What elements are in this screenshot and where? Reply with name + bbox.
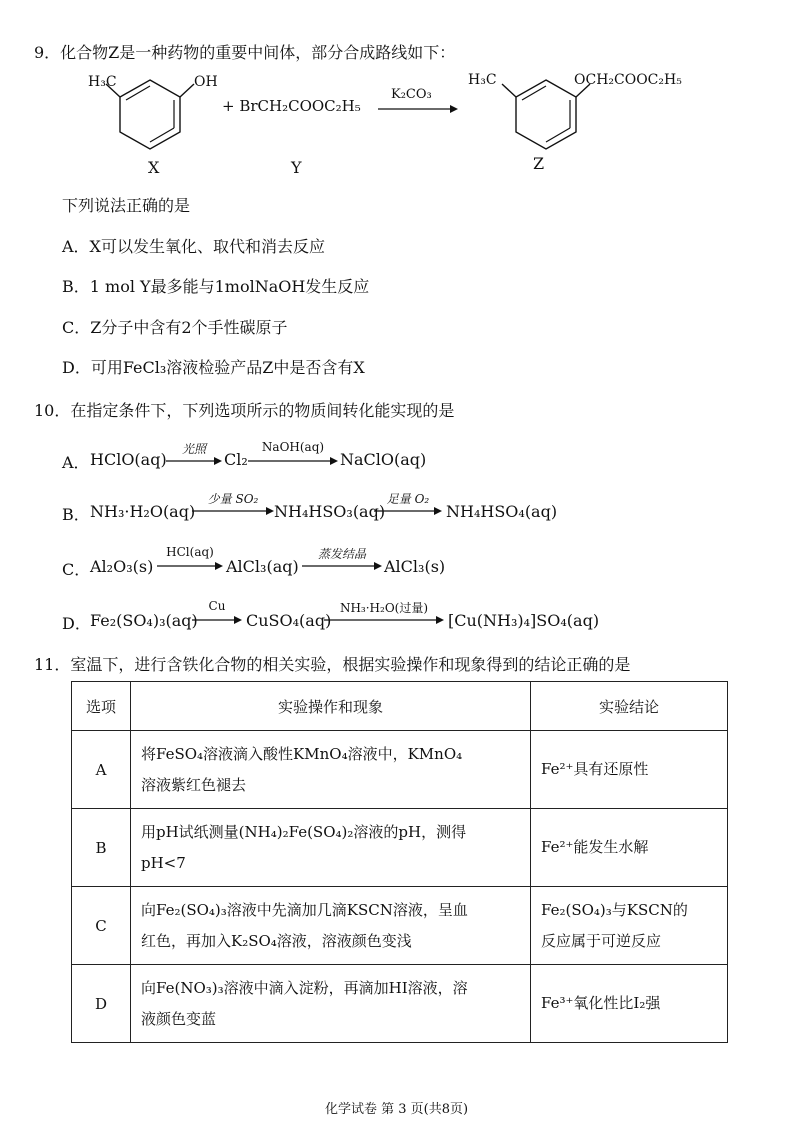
header-conclusion: 实验结论 (531, 682, 728, 731)
row-conclusion-line1: Fe²⁺具有还原性 (541, 760, 649, 778)
q10-a-s2: Cl₂ (224, 450, 248, 469)
q9-option-d: D．可用FeCl₃溶液检验产品Z中是否含有X (62, 358, 365, 377)
q10-a-label: A． (62, 453, 90, 472)
row-option: C (72, 887, 131, 965)
q10-b-cond1: 少量 SO₂ (207, 492, 259, 506)
row-operation-line1: 将FeSO₄溶液滴入酸性KMnO₄溶液中，KMnO₄ (141, 744, 463, 763)
row-operation (131, 809, 531, 887)
row-conclusion-line1: Fe²⁺能发生水解 (541, 838, 649, 856)
row-operation-line2: 溶液紫红色褪去 (141, 775, 247, 794)
row-operation-line2: 液颜色变蓝 (141, 1009, 217, 1028)
q10-c-s1: Al₂O₃(s) (90, 557, 154, 576)
reaction-arrow (378, 104, 458, 114)
q10-d-label: D． (62, 614, 91, 633)
q10-d-s3: [Cu(NH₃)₄]SO₄(aq) (448, 611, 600, 630)
q10-b-cond2: 足量 O₂ (386, 492, 430, 506)
q10-b-s2: NH₄HSO₃(aq) (274, 502, 386, 521)
q10-d-cond2: NH₃·H₂O(过量) (339, 601, 429, 615)
row-operation (131, 731, 531, 809)
q10-b-label: B． (62, 505, 90, 524)
header-operation: 实验操作和现象 (131, 682, 531, 731)
z-substituent-label: OCH₂COOC₂H₅ (574, 72, 682, 88)
label-x: X (148, 158, 160, 177)
row-operation-line2: pH<7 (141, 853, 186, 872)
q10-d-cond1: Cu (208, 599, 226, 613)
row-conclusion-line2: 反应属于可逆反应 (541, 931, 662, 950)
q9-stem: 9．化合物Z是一种药物的重要中间体，部分合成路线如下： (34, 43, 456, 62)
table-row (72, 887, 728, 965)
y-formula: + BrCH₂COOC₂H₅ (222, 97, 361, 115)
q9-option-a: A．X可以发生氧化、取代和消去反应 (62, 237, 325, 256)
q11-stem: 11．室温下，进行含铁化合物的相关实验，根据实验操作和现象得到的结论正确的是 (34, 655, 631, 674)
reagent-label: K₂CO₃ (391, 87, 432, 102)
row-conclusion (531, 809, 728, 887)
q10-a-s1: HClO(aq) (90, 450, 167, 469)
q9-option-b: B．1 mol Y最多能与1molNaOH发生反应 (62, 277, 370, 296)
row-operation-line1: 向Fe₂(SO₄)₃溶液中先滴加几滴KSCN溶液，呈血 (141, 900, 468, 919)
table-row (72, 731, 728, 809)
q10-c-s2: AlCl₃(aq) (226, 557, 299, 576)
q10-stem: 10．在指定条件下，下列选项所示的物质间转化能实现的是 (34, 401, 455, 420)
q9-prompt: 下列说法正确的是 (62, 196, 191, 215)
page-footer: 化学试卷 第 3 页(共8页) (324, 1102, 469, 1117)
q10-c-label: C． (62, 560, 91, 579)
label-y: Y (291, 158, 302, 177)
row-conclusion-line1: Fe³⁺氧化性比I₂强 (541, 994, 661, 1012)
q10-d-s1: Fe₂(SO₄)₃(aq) (90, 611, 198, 630)
q10-b-s1: NH₃·H₂O(aq) (90, 502, 196, 521)
q11-table (71, 681, 728, 1043)
table-row (72, 809, 728, 887)
q10-c-s3: AlCl₃(s) (384, 557, 446, 576)
q10-c-cond1: HCl(aq) (166, 545, 214, 559)
row-operation (131, 965, 531, 1043)
row-operation (131, 887, 531, 965)
header-option: 选项 (72, 682, 131, 731)
q10-c-cond2: 蒸发结晶 (317, 547, 366, 561)
row-conclusion (531, 965, 728, 1043)
row-option: D (72, 965, 131, 1043)
row-conclusion-line1: Fe₂(SO₄)₃与KSCN的 (541, 900, 688, 919)
row-conclusion (531, 731, 728, 809)
row-option: B (72, 809, 131, 887)
q10-a-cond2: NaOH(aq) (261, 440, 325, 454)
q10-d-s2: CuSO₄(aq) (246, 611, 332, 630)
row-operation-line2: 红色，再加入K₂SO₄溶液，溶液颜色变浅 (141, 931, 412, 950)
row-operation-line1: 向Fe(NO₃)₃溶液中滴入淀粉，再滴加HI溶液，溶 (141, 978, 468, 997)
q10-b-s3: NH₄HSO₄(aq) (446, 502, 558, 521)
table-header-row (72, 682, 728, 731)
row-operation-line1: 用pH试纸测量(NH₄)₂Fe(SO₄)₂溶液的pH，测得 (141, 822, 467, 841)
x-methyl-label: H₃C (88, 74, 117, 90)
table-row (72, 965, 728, 1043)
structure-x-ring (100, 70, 240, 150)
q10-a-s3: NaClO(aq) (340, 450, 427, 469)
x-oh-label: OH (194, 74, 218, 90)
label-z: Z (533, 154, 545, 173)
z-methyl-label: H₃C (468, 72, 497, 88)
row-conclusion (531, 887, 728, 965)
q9-option-c: C．Z分子中含有2个手性碳原子 (62, 318, 288, 337)
q10-a-cond1: 光照 (181, 442, 206, 456)
row-option: A (72, 731, 131, 809)
